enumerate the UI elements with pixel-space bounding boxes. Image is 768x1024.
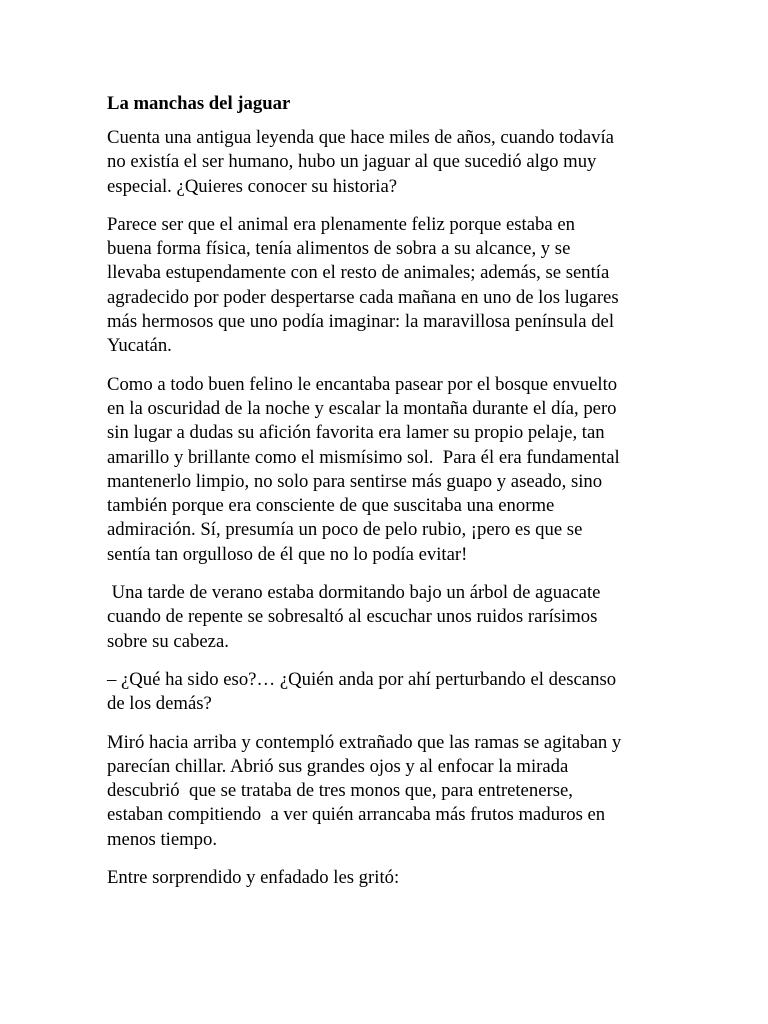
- document-title: La manchas del jaguar: [107, 93, 291, 114]
- text-line: llevaba estupendamente con el resto de animales; además, se sentía: [107, 262, 610, 284]
- paragraph: [107, 373, 667, 567]
- text-line: agradecido por poder despertarse cada mañana en uno de los lugares: [107, 286, 619, 308]
- text-line: Yucatán.: [107, 335, 172, 357]
- text-line: mantenerlo limpio, no solo para sentirse más guapo y aseado, sino: [107, 470, 603, 492]
- text-line: sobre su cabeza.: [107, 630, 229, 652]
- text-line: Una tarde de verano estaba dormitando bajo un árbol de aguacate: [107, 582, 601, 604]
- text-line: buena forma física, tenía alimentos de sobra a su alcance, y se: [107, 238, 571, 260]
- paragraph: [107, 668, 667, 717]
- text-line: sentía tan orgulloso de él que no lo podía evitar!: [107, 543, 468, 565]
- text-line: Cuenta una antigua leyenda que hace miles de años, cuando todavía: [107, 127, 614, 148]
- text-line: amarillo y brillante como el mismísimo sol. Para él era fundamental: [107, 446, 620, 468]
- paragraph: [107, 581, 667, 654]
- document-body: [107, 126, 667, 890]
- text-line: Parece ser que el animal era plenamente feliz porque estaba en: [107, 213, 575, 235]
- text-line: cuando de repente se sobresaltó al escuchar unos ruidos rarísimos: [107, 606, 598, 628]
- text-line: más hermosos que uno podía imaginar: la maravillosa península del: [107, 311, 615, 333]
- text-line: Entre sorprendido y enfadado les gritó:: [107, 867, 400, 889]
- text-line: menos tiempo.: [107, 828, 218, 850]
- text-line: también porque era consciente de que suscitaba una enorme: [107, 495, 555, 517]
- paragraph: [107, 126, 667, 199]
- text-line: admiración. Sí, presumía un poco de pelo rubio, ¡pero es que se: [107, 519, 583, 541]
- paragraph: [107, 731, 667, 852]
- text-line: de los demás?: [107, 693, 212, 715]
- paragraph: [107, 213, 667, 359]
- text-line: – ¿Qué ha sido eso?… ¿Quién anda por ahí perturbando el descanso: [107, 668, 617, 690]
- text-line: estaban compitiendo a ver quién arrancaba más frutos maduros en: [107, 804, 606, 826]
- text-line: descubrió que se trataba de tres monos que, para entretenerse,: [107, 780, 573, 802]
- text-line: no existía el ser humano, hubo un jaguar al que sucedió algo muy: [107, 151, 597, 173]
- document-page: [107, 92, 667, 904]
- text-line: Como a todo buen felino le encantaba pasear por el bosque envuelto: [107, 373, 618, 395]
- text-line: especial. ¿Quieres conocer su historia?: [107, 175, 398, 197]
- text-line: parecían chillar. Abrió sus grandes ojos y al enfocar la mirada: [107, 755, 569, 777]
- text-line: Miró hacia arriba y contempló extrañado que las ramas se agitaban y: [107, 731, 622, 753]
- text-line: en la oscuridad de la noche y escalar la montaña durante el día, pero: [107, 397, 617, 419]
- text-line: sin lugar a dudas su afición favorita era lamer su propio pelaje, tan: [107, 422, 605, 444]
- paragraph: [107, 866, 667, 890]
